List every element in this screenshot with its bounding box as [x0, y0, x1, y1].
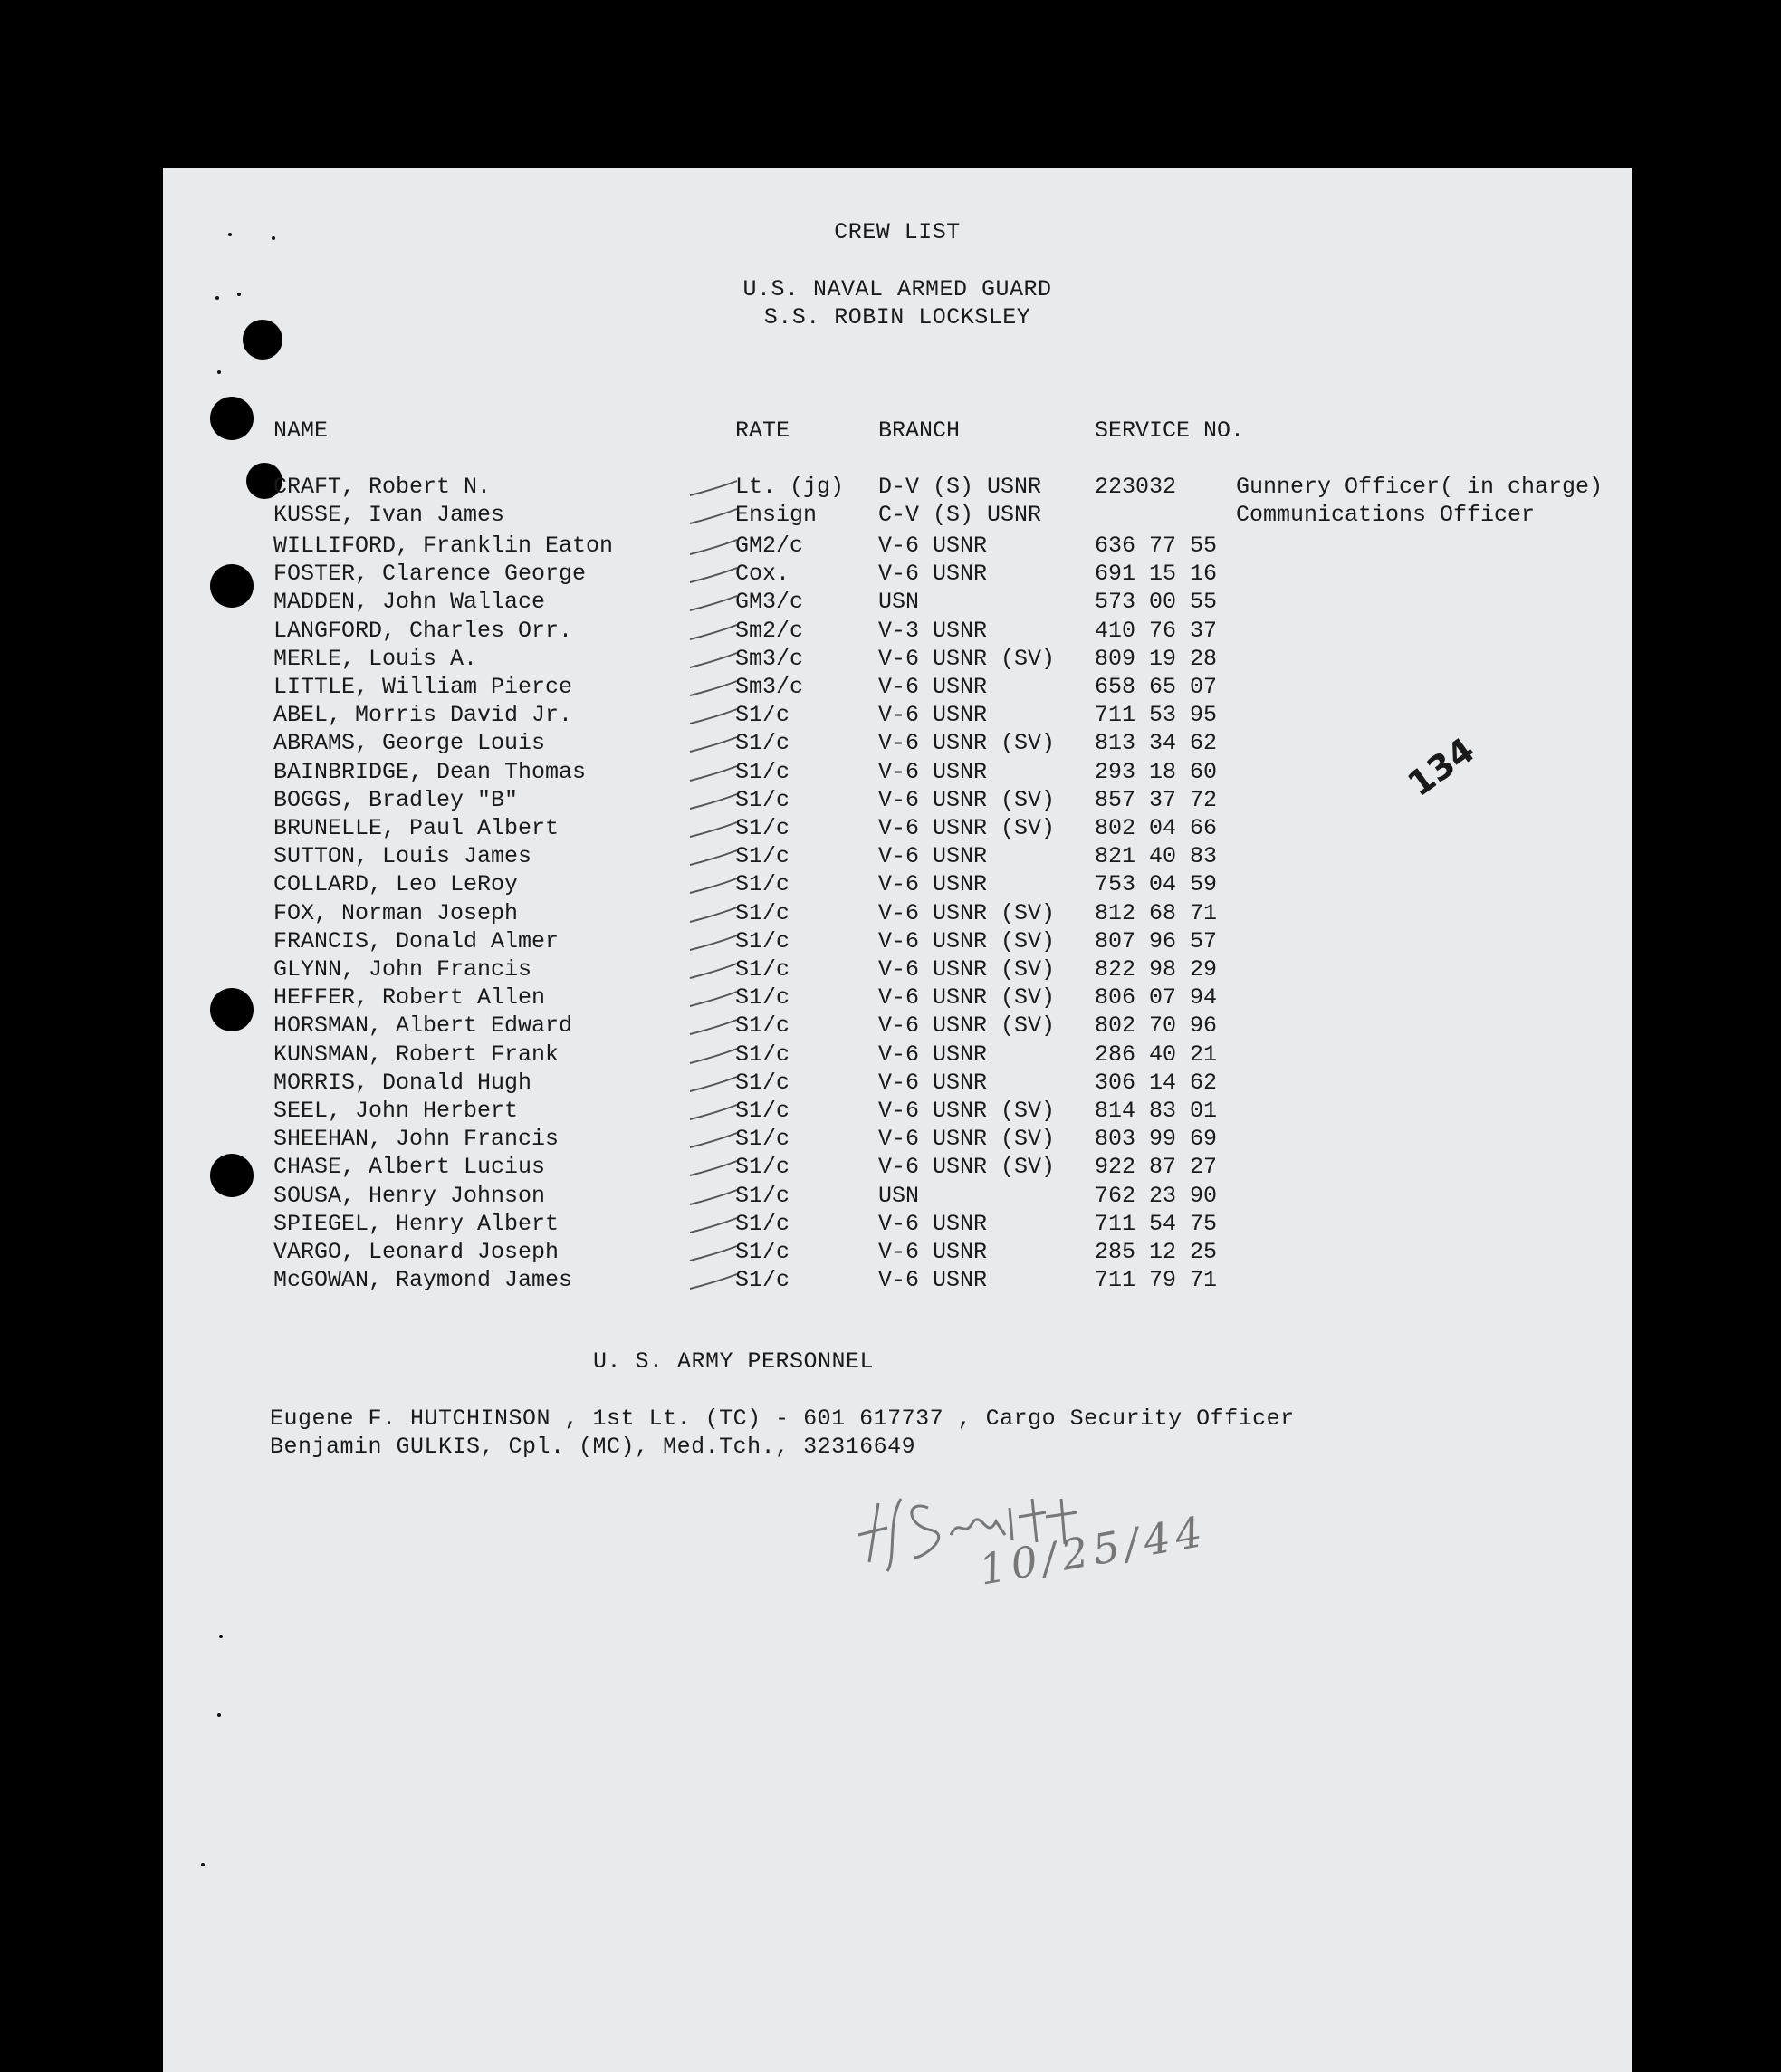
crew-branch: USN	[878, 589, 920, 616]
check-mark-icon	[686, 1216, 741, 1236]
header-service-no: SERVICE NO.	[1095, 417, 1245, 444]
crew-row	[163, 1041, 1632, 1070]
crew-name: SOUSA, Henry Johnson	[273, 1182, 546, 1209]
check-mark-icon	[686, 479, 741, 499]
crew-branch: V-6 USNR (SV)	[878, 927, 1056, 954]
crew-name: BRUNELLE, Paul Albert	[273, 815, 560, 841]
check-mark-icon	[686, 623, 741, 643]
crew-branch: V-6 USNR (SV)	[878, 1154, 1056, 1181]
crew-name: COLLARD, Leo LeRoy	[273, 871, 519, 898]
crew-rate: Sm3/c	[735, 674, 804, 700]
crew-name: KUSSE, Ivan James	[273, 502, 505, 529]
crew-rate: S1/c	[735, 815, 790, 841]
crew-name: FOX, Norman Joseph	[273, 899, 519, 926]
check-mark-icon	[686, 849, 741, 868]
crew-name: HORSMAN, Albert Edward	[273, 1012, 573, 1040]
crew-row	[163, 1098, 1632, 1126]
crew-branch: V-6 USNR	[878, 532, 988, 559]
crew-service-no: 802 70 96	[1095, 1012, 1218, 1040]
crew-rate: S1/c	[735, 1239, 790, 1265]
crew-service-no: 802 04 66	[1095, 815, 1218, 841]
crew-row	[163, 589, 1632, 617]
crew-row	[163, 815, 1632, 843]
speck	[219, 1635, 223, 1638]
crew-branch: V-6 USNR (SV)	[878, 956, 1056, 983]
crew-name: SHEEHAN, John Francis	[273, 1126, 560, 1153]
crew-service-no: 753 04 59	[1095, 871, 1218, 898]
crew-row	[163, 843, 1632, 871]
check-mark-icon	[686, 764, 741, 784]
crew-row	[163, 984, 1632, 1012]
crew-branch: V-6 USNR (SV)	[878, 1098, 1056, 1124]
crew-branch: C-V (S) USNR	[878, 502, 1042, 529]
crew-service-no: 807 96 57	[1095, 927, 1218, 954]
crew-rate: S1/c	[735, 1098, 790, 1124]
crew-branch: V-6 USNR (SV)	[878, 1126, 1056, 1153]
crew-rate: S1/c	[735, 984, 790, 1012]
crew-branch: D-V (S) USNR	[878, 474, 1042, 500]
header-rate: RATE	[735, 417, 790, 444]
crew-row	[163, 1239, 1632, 1267]
check-mark-icon	[686, 507, 741, 527]
crew-service-no: 821 40 83	[1095, 843, 1218, 870]
crew-row	[163, 532, 1632, 561]
crew-rate: S1/c	[735, 730, 790, 757]
crew-row	[163, 900, 1632, 928]
crew-branch: V-6 USNR	[878, 561, 988, 588]
crew-service-no: 762 23 90	[1095, 1182, 1218, 1209]
check-mark-icon	[686, 1131, 741, 1151]
header-branch: BRANCH	[878, 417, 961, 444]
crew-name: WILLIFORD, Franklin Eaton	[273, 532, 614, 559]
crew-service-no: 306 14 62	[1095, 1069, 1218, 1096]
crew-service-no: 809 19 28	[1095, 645, 1218, 672]
check-mark-icon	[686, 877, 741, 897]
army-entry: Benjamin GULKIS, Cpl. (MC), Med.Tch., 32316649	[270, 1434, 916, 1460]
speck	[217, 370, 221, 374]
crew-rate: Cox.	[735, 561, 790, 588]
check-mark-icon	[686, 1159, 741, 1179]
crew-service-no: 806 07 94	[1095, 984, 1218, 1012]
crew-service-no: 711 53 95	[1095, 702, 1218, 729]
unit-name: U.S. NAVAL ARMED GUARD	[742, 276, 1052, 302]
check-mark-icon	[686, 934, 741, 954]
crew-service-no: 857 37 72	[1095, 786, 1218, 813]
crew-branch: V-6 USNR	[878, 1210, 988, 1237]
crew-rate: S1/c	[735, 786, 790, 813]
crew-branch: V-6 USNR	[878, 1069, 988, 1096]
crew-row	[163, 871, 1632, 899]
crew-rate: S1/c	[735, 899, 790, 926]
crew-name: CHASE, Albert Lucius	[273, 1154, 546, 1181]
crew-rate: S1/c	[735, 843, 790, 870]
crew-branch: V-6 USNR	[878, 758, 988, 785]
crew-rate: S1/c	[735, 956, 790, 983]
crew-name: FOSTER, Clarence George	[273, 561, 587, 588]
crew-name: ABRAMS, George Louis	[273, 730, 546, 757]
crew-row	[163, 1267, 1632, 1295]
check-mark-icon	[686, 1188, 741, 1208]
crew-name: MERLE, Louis A.	[273, 645, 478, 672]
crew-service-no: 286 40 21	[1095, 1041, 1218, 1068]
crew-branch: V-6 USNR	[878, 1267, 988, 1294]
crew-service-no: 711 79 71	[1095, 1267, 1218, 1294]
check-mark-icon	[686, 906, 741, 926]
column-headers	[163, 417, 1632, 446]
check-mark-icon	[686, 792, 741, 812]
speck	[201, 1863, 205, 1866]
check-mark-icon	[686, 962, 741, 982]
crew-rate: S1/c	[735, 1012, 790, 1040]
crew-name: CRAFT, Robert N.	[273, 474, 492, 500]
crew-rate: S1/c	[735, 1182, 790, 1209]
crew-row	[163, 561, 1632, 589]
officer-note: Communications Officer	[1236, 502, 1536, 529]
crew-branch: V-6 USNR	[878, 1239, 988, 1265]
crew-name: McGOWAN, Raymond James	[273, 1267, 573, 1294]
stamp-number: 134	[1400, 729, 1482, 805]
crew-branch: V-6 USNR	[878, 843, 988, 870]
crew-row	[163, 1126, 1632, 1154]
check-mark-icon	[686, 707, 741, 727]
crew-service-no: 922 87 27	[1095, 1154, 1218, 1181]
crew-name: ABEL, Morris David Jr.	[273, 702, 573, 729]
check-mark-icon	[686, 1047, 741, 1067]
header-name: NAME	[273, 417, 329, 444]
crew-rate: S1/c	[735, 1126, 790, 1153]
officer-note: Gunnery Officer( in charge)	[1236, 474, 1604, 500]
crew-row	[163, 787, 1632, 815]
crew-name: LITTLE, William Pierce	[273, 674, 573, 700]
crew-service-no: 573 00 55	[1095, 589, 1218, 616]
check-mark-icon	[686, 820, 741, 840]
crew-rate: Sm2/c	[735, 617, 804, 644]
crew-rate: S1/c	[735, 1154, 790, 1181]
crew-rate: Sm3/c	[735, 645, 804, 672]
check-mark-icon	[686, 566, 741, 586]
crew-rate: Ensign	[735, 502, 818, 529]
crew-service-no: 711 54 75	[1095, 1210, 1218, 1237]
crew-row	[163, 702, 1632, 730]
crew-service-no: 285 12 25	[1095, 1239, 1218, 1265]
crew-branch: V-6 USNR	[878, 1041, 988, 1068]
check-mark-icon	[686, 594, 741, 614]
crew-row	[163, 646, 1632, 674]
check-mark-icon	[686, 1272, 741, 1292]
handwritten-date: 10/25/44	[975, 1506, 1211, 1595]
crew-service-no: 812 68 71	[1095, 899, 1218, 926]
crew-name: VARGO, Leonard Joseph	[273, 1239, 560, 1265]
crew-row	[163, 1070, 1632, 1098]
crew-service-no: 803 99 69	[1095, 1126, 1218, 1153]
crew-rate: GM3/c	[735, 589, 804, 616]
crew-service-no: 293 18 60	[1095, 758, 1218, 785]
document-page	[163, 168, 1632, 2072]
crew-name: MORRIS, Donald Hugh	[273, 1069, 532, 1096]
crew-branch: V-6 USNR (SV)	[878, 984, 1056, 1012]
speck	[217, 1713, 221, 1717]
crew-name: HEFFER, Robert Allen	[273, 984, 546, 1012]
army-heading: U. S. ARMY PERSONNEL	[592, 1348, 875, 1375]
crew-service-no: 814 83 01	[1095, 1098, 1218, 1124]
crew-rate: S1/c	[735, 1041, 790, 1068]
crew-branch: V-6 USNR (SV)	[878, 786, 1056, 813]
crew-name: FRANCIS, Donald Almer	[273, 927, 560, 954]
crew-branch: V-6 USNR (SV)	[878, 815, 1056, 841]
crew-rate: S1/c	[735, 1069, 790, 1096]
crew-row	[163, 618, 1632, 646]
crew-rate: GM2/c	[735, 532, 804, 559]
crew-row	[163, 1211, 1632, 1239]
crew-name: GLYNN, John Francis	[273, 956, 532, 983]
crew-rate: S1/c	[735, 871, 790, 898]
crew-branch: USN	[878, 1182, 920, 1209]
check-mark-icon	[686, 651, 741, 671]
crew-service-no: 813 34 62	[1095, 730, 1218, 757]
crew-row	[163, 1154, 1632, 1182]
officer-row	[163, 502, 1632, 530]
crew-branch: V-6 USNR (SV)	[878, 899, 1056, 926]
crew-name: SPIEGEL, Henry Albert	[273, 1210, 560, 1237]
check-mark-icon	[686, 990, 741, 1010]
crew-rate: S1/c	[735, 927, 790, 954]
crew-branch: V-3 USNR	[878, 617, 988, 644]
crew-service-no: 658 65 07	[1095, 674, 1218, 700]
officer-row	[163, 474, 1632, 502]
crew-name: SUTTON, Louis James	[273, 843, 532, 870]
army-entry: Eugene F. HUTCHINSON , 1st Lt. (TC) - 601 617737 , Cargo Security Officer	[270, 1405, 1295, 1432]
crew-rate: S1/c	[735, 1210, 790, 1237]
check-mark-icon	[686, 1018, 741, 1038]
crew-name: SEEL, John Herbert	[273, 1098, 519, 1124]
check-mark-icon	[686, 735, 741, 755]
crew-name: BAINBRIDGE, Dean Thomas	[273, 758, 587, 785]
crew-row	[163, 674, 1632, 702]
document-title: CREW LIST	[834, 219, 961, 245]
crew-row	[163, 1183, 1632, 1211]
crew-branch: V-6 USNR (SV)	[878, 1012, 1056, 1040]
crew-service-no: 822 98 29	[1095, 956, 1218, 983]
crew-name: LANGFORD, Charles Orr.	[273, 617, 573, 644]
check-mark-icon	[686, 538, 741, 558]
check-mark-icon	[686, 1103, 741, 1123]
crew-rate: S1/c	[735, 702, 790, 729]
check-mark-icon	[686, 679, 741, 699]
crew-service-no: 636 77 55	[1095, 532, 1218, 559]
crew-branch: V-6 USNR	[878, 674, 988, 700]
crew-branch: V-6 USNR	[878, 871, 988, 898]
ship-name: S.S. ROBIN LOCKSLEY	[763, 304, 1031, 331]
crew-row	[163, 730, 1632, 758]
crew-service-no: 691 15 16	[1095, 561, 1218, 588]
crew-service-no: 223032	[1095, 474, 1177, 500]
crew-branch: V-6 USNR (SV)	[878, 645, 1056, 672]
check-mark-icon	[686, 1244, 741, 1264]
crew-rate: S1/c	[735, 758, 790, 785]
crew-row	[163, 956, 1632, 984]
crew-service-no: 410 76 37	[1095, 617, 1218, 644]
crew-branch: V-6 USNR	[878, 702, 988, 729]
crew-branch: V-6 USNR (SV)	[878, 730, 1056, 757]
check-mark-icon	[686, 1075, 741, 1095]
crew-name: MADDEN, John Wallace	[273, 589, 546, 616]
crew-rate: Lt. (jg)	[735, 474, 845, 500]
crew-row	[163, 928, 1632, 956]
crew-name: BOGGS, Bradley "B"	[273, 786, 519, 813]
crew-rate: S1/c	[735, 1267, 790, 1294]
crew-name: KUNSMAN, Robert Frank	[273, 1041, 560, 1068]
crew-row	[163, 1012, 1632, 1041]
